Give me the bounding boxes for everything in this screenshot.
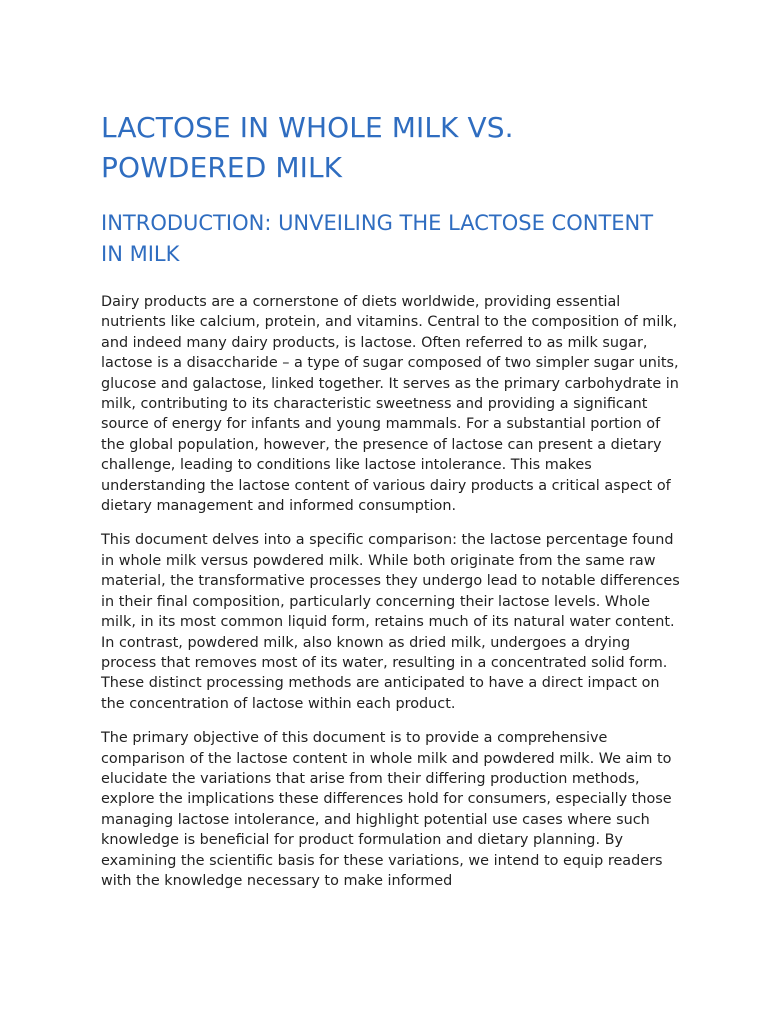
document-title: LACTOSE IN WHOLE MILK VS. POWDERED MILK bbox=[101, 111, 514, 184]
body-paragraph-3: The primary objective of this document is to provide a comprehensive comparison of the lactose content in whole milk and powdered milk. We aim to elucidate the variations that arise from their differing production methods, explore the implications these differences hold for consumers, especially those managing lactose intolerance, and highlight potential use cases where such knowledge is beneficial for product formulation and dietary planning. By examining the scientific basis for these variations, we intend to equip readers with the knowledge necessary to make informed bbox=[101, 730, 672, 889]
section-heading: INTRODUCTION: UNVEILING THE LACTOSE CONTENT IN MILK bbox=[101, 211, 654, 266]
body-paragraph-2: This document delves into a specific comparison: the lactose percentage found in whole milk versus powdered milk. While both originate from the same raw material, the transformative processes they undergo lead to notable differences in their final composition, particularly concerning their lactose levels. Whole milk, in its most common liquid form, retains much of its natural water content. In contrast, powdered milk, also known as dried milk, undergoes a drying process that removes most of its water, resulting in a concentrated solid form. These distinct processing methods are anticipated to have a direct impact on the concentration of lactose within each product. bbox=[101, 532, 680, 712]
body-paragraph-1: Dairy products are a cornerstone of diets worldwide, providing essential nutrients like calcium, protein, and vitamins. Central to the composition of milk, and indeed many dairy products, is lactose. Often referred to as milk sugar, lactose is a disaccharide – a type of sugar composed of two simpler sugar units, glucose and galactose, linked together. It serves as the primary carbohydrate in milk, contributing to its characteristic sweetness and providing a significant source of energy for infants and young mammals. For a substantial portion of the global population, however, the presence of lactose can present a dietary challenge, leading to conditions like lactose intolerance. This makes understanding the lactose content of various dairy products a critical aspect of dietary management and informed consumption. bbox=[101, 294, 679, 515]
document-page bbox=[101, 108, 681, 891]
